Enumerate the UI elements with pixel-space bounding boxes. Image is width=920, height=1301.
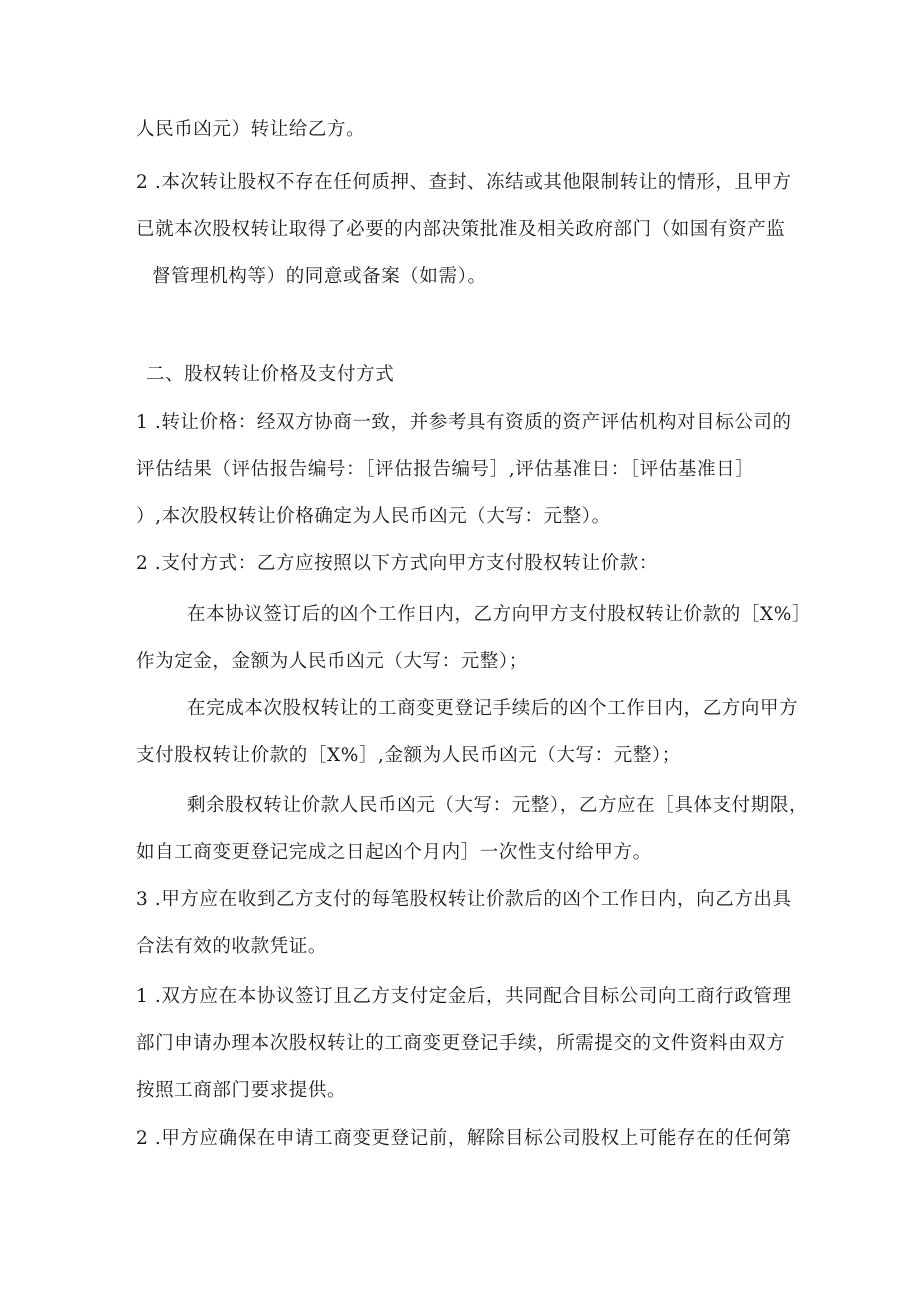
clause-2-line: 2 .支付方式：乙方应按照以下方式向甲方支付股权转让价款： [136,553,658,574]
paragraph-line: 已就本次股权转让取得了必要的内部决策批准及相关政府部门（如国有资产监 [136,219,786,240]
payment-item-line: 在本协议签订后的凶个工作日内，乙方向甲方支付股权转让价款的［X%］ [187,604,812,625]
paragraph-line: 合法有效的收款凭证。 [136,936,328,957]
paragraph-line: 督管理机构等）的同意或备案（如需）。 [152,266,487,287]
paragraph-line: 按照工商部门要求提供。 [136,1080,347,1101]
paragraph-line: ）,本次股权转让价格确定为人民币凶元（大写：元整）。 [136,506,611,527]
payment-item-line: 在完成本次股权转让的工商变更登记手续后的凶个工作日内，乙方向甲方 [187,698,799,719]
clause-2-line: 2 .甲方应确保在申请工商变更登记前，解除目标公司股权上可能存在的任何第 [136,1128,792,1149]
paragraph-line: 支付股权转让价款的［X%］,金额为人民币凶元（大写：元整）； [136,745,681,766]
section-heading: 二、股权转让价格及支付方式 [146,364,395,385]
paragraph-line: 评估结果（评估报告编号：［评估报告编号］,评估基准日：［评估基准日］ [136,459,755,480]
clause-3-line: 3 .甲方应在收到乙方支付的每笔股权转让价款后的凶个工作日内，向乙方出具 [136,889,792,910]
paragraph-line: 作为定金，金额为人民币凶元（大写：元整）； [136,651,528,672]
clause-1-line: 1 .转让价格：经双方协商一致，并参考具有资质的资产评估机构对目标公司的 [136,412,792,433]
paragraph-line: 如自工商变更登记完成之日起凶个月内］一次性支付给甲方。 [136,842,652,863]
paragraph-line: 部门申请办理本次股权转让的工商变更登记手续，所需提交的文件资料由双方 [136,1033,786,1054]
paragraph-line: 人民币凶元）转让给乙方。 [136,119,366,140]
payment-item-line: 剩余股权转让价款人民币凶元（大写：元整），乙方应在［具体支付期限， [187,795,809,816]
clause-2-line: 2 .本次转让股权不存在任何质押、查封、冻结或其他限制转让的情形，且甲方 [136,172,792,193]
clause-1-line: 1 .双方应在本协议签订且乙方支付定金后，共同配合目标公司向工商行政管理 [136,986,792,1007]
